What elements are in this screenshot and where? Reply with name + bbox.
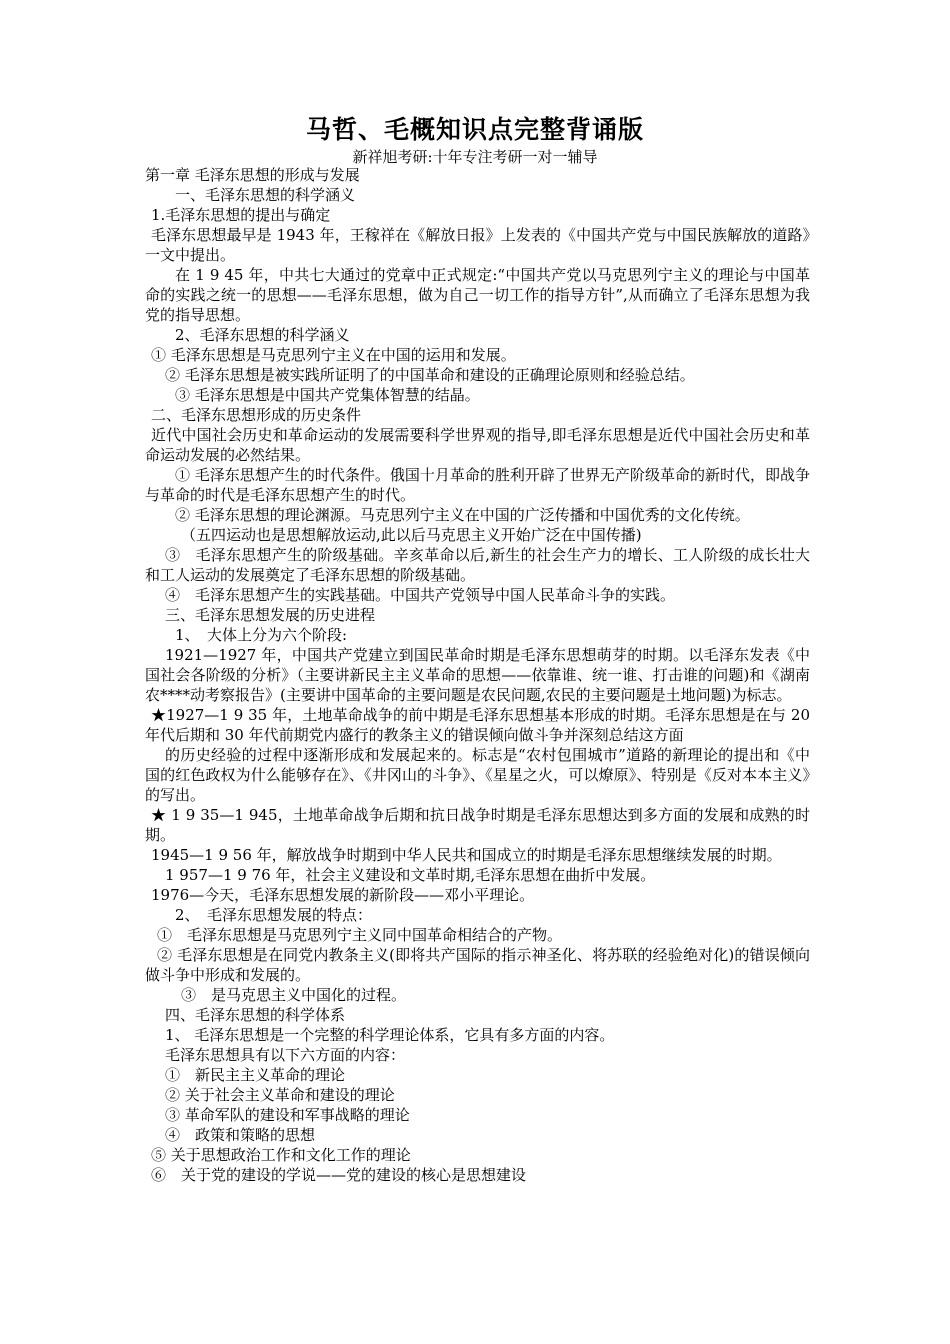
subsection-heading: 1、 大体上分为六个阶段: <box>175 626 348 644</box>
list-item: ② 毛泽东思想是被实践所证明了的中国革命和建设的正确理论原则和经验总结。 <box>165 366 695 384</box>
list-item: ① 毛泽东思想产生的时代条件。俄国十月革命的胜利开辟了世界无产阶级革命的新时代，即战争与革命的时代是毛泽东思想产生的时代。 <box>145 466 810 504</box>
section-heading: 三、毛泽东思想发展的历史进程 <box>165 606 376 624</box>
paragraph: ★ 1 9 35—1 945，土地革命战争后期和抗日战争时期是毛泽东思想达到多方面的发展和成熟的时期。 <box>145 806 810 844</box>
paragraph: 1921—1927 年，中国共产党建立到国民革命时期是毛泽东思想萌芽的时期。以毛泽东发表《中国社会各阶级的分析》（主要讲新民主主义革命的思想——依靠谁、统一谁、打击谁的问题)和《湖南农****动考察报告》(主要讲中国革命的主要问题是农民问题,农民的主要问题是土地问题)为标志。 <box>145 646 810 704</box>
list-item: ② 毛泽东思想是在同党内教条主义(即将共产国际的指示神圣化、将苏联的经验绝对化)的错误倾向做斗争中形成和发展的。 <box>145 946 810 984</box>
chapter-heading: 第一章 毛泽东思想的形成与发展 <box>145 166 360 184</box>
paragraph: 毛泽东思想具有以下六方面的内容： <box>165 1046 406 1064</box>
list-item: ① 毛泽东思想是马克思列宁主义同中国革命相结合的产物。 <box>157 926 563 944</box>
paragraph: 1 957—1 9 76 年，社会主义建设和文革时期,毛泽东思想在曲折中发展。 <box>165 866 656 884</box>
document-subtitle: 新祥旭考研:十年专注考研一对一辅导 <box>352 148 598 166</box>
list-item: ④ 毛泽东思想产生的实践基础。中国共产党领导中国人民革命斗争的实践。 <box>165 586 676 604</box>
list-item: ② 毛泽东思想的理论渊源。马克思列宁主义在中国的广泛传播和中国优秀的文化传统。 <box>175 506 750 524</box>
list-item: ④ 政策和策略的思想 <box>165 1126 316 1144</box>
list-item: ⑥ 关于党的建设的学说——党的建设的核心是思想建设 <box>151 1166 527 1184</box>
paragraph: 的历史经验的过程中逐渐形成和发展起来的。标志是“农村包围城市”道路的新理论的提出和《中国的红色政权为什么能够存在》、《井冈山的斗争》、《星星之火，可以燎原》、特别是《反对本本主义》的写出。 <box>145 746 810 804</box>
document-body <box>145 165 810 1185</box>
list-item: ② 关于社会主义革命和建设的理论 <box>165 1086 395 1104</box>
list-item: ③ 毛泽东思想是中国共产党集体智慧的结晶。 <box>175 386 480 404</box>
subsection-heading: 2、 毛泽东思想发展的特点： <box>175 906 373 924</box>
list-item: ③ 毛泽东思想产生的阶级基础。辛亥革命以后,新生的社会生产力的增长、工人阶级的成长壮大和工人运动的发展奠定了毛泽东思想的阶级基础。 <box>145 546 810 584</box>
list-item: ① 毛泽东思想是马克思列宁主义在中国的运用和发展。 <box>151 346 516 364</box>
section-heading: 一、毛泽东思想的科学涵义 <box>175 186 356 204</box>
subsection-heading: 1.毛泽东思想的提出与确定 <box>151 206 331 224</box>
paragraph: 近代中国社会历史和革命运动的发展需要科学世界观的指导,即毛泽东思想是近代中国社会历史和革命运动发展的必然结果。 <box>145 426 810 464</box>
paragraph: 1976—今天，毛泽东思想发展的新阶段——邓小平理论。 <box>151 886 535 904</box>
list-item: ③ 革命军队的建设和军事战略的理论 <box>165 1106 410 1124</box>
subsection-heading: 1、 毛泽东思想是一个完整的科学理论体系，它具有多方面的内容。 <box>165 1026 615 1044</box>
paragraph: 1945—1 9 56 年，解放战争时期到中华人民共和国成立的时期是毛泽东思想继续发展的时期。 <box>151 846 782 864</box>
subsection-heading: 2、毛泽东思想的科学涵义 <box>175 326 350 344</box>
paragraph: 毛泽东思想最早是 1943 年，王稼祥在《解放日报》上发表的《中国共产党与中国民族解放的道路》一文中提出。 <box>145 226 810 264</box>
list-item: ⑤ 关于思想政治工作和文化工作的理论 <box>151 1146 411 1164</box>
section-heading: 四、毛泽东思想的科学体系 <box>165 1006 346 1024</box>
note: （五四运动也是思想解放运动,此以后马克思主义开始广泛在中国传播) <box>181 526 642 544</box>
list-item: ① 新民主主义革命的理论 <box>165 1066 346 1084</box>
list-item: ③ 是马克思主义中国化的过程。 <box>181 986 407 1004</box>
section-heading: 二、毛泽东思想形成的历史条件 <box>151 406 362 424</box>
paragraph: 在 1 9 45 年，中共七大通过的党章中正式规定:“中国共产党以马克思列宁主义的理论与中国革命的实践之统一的思想——毛泽东思想，做为自己一切工作的指导方针”,从而确立了毛泽东思想为我党的指导思想。 <box>145 266 810 324</box>
document-title: 马哲、毛概知识点完整背诵版 <box>305 115 644 144</box>
paragraph: ★1927—1 9 35 年，土地革命战争的前中期是毛泽东思想基本形成的时期。毛泽东思想是在与 20 年代后期和 30 年代前期党内盛行的教条主义的错误倾向做斗争并深刻总结这方面 <box>145 706 810 744</box>
